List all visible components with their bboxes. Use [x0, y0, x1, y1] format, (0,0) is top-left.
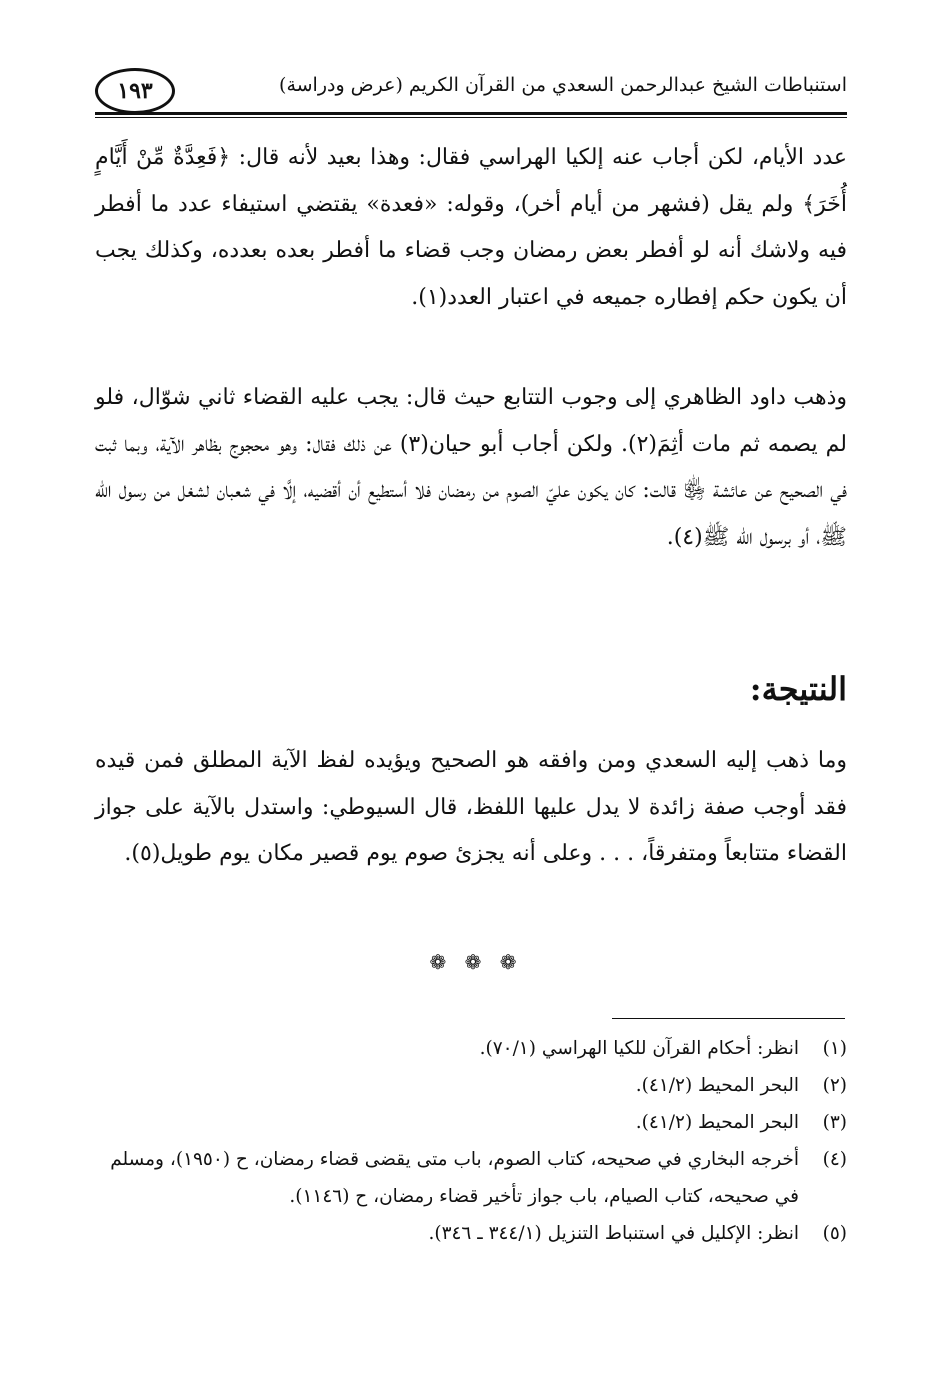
footnote-number: (١) — [822, 1038, 847, 1059]
header-rule-thin — [95, 117, 847, 118]
page-header — [95, 68, 847, 116]
footnote-text: انظر: أحكام القرآن للكيا الهراسي (٧٠/١). — [479, 1038, 799, 1059]
footnote-rule — [612, 1018, 845, 1019]
footnote-text: انظر: الإكليل في استنباط التنزيل (٣٤٤/١ ـ ٣٤٦). — [428, 1223, 799, 1244]
section-separator: ❁ ❁ ❁ — [429, 950, 523, 974]
running-title: استنباطات الشيخ عبدالرحمن السعدي من القرآن الكريم (عرض ودراسة) — [279, 74, 847, 96]
footnotes — [95, 1030, 847, 1252]
footnote-item — [95, 1104, 847, 1141]
footnote-number: (٤) — [822, 1149, 847, 1170]
section-heading: النتيجة: — [749, 670, 847, 708]
page-number-badge: ١٩٣ — [95, 68, 175, 114]
header-rule — [95, 112, 847, 115]
conclusion-paragraph: وما ذهب إليه السعدي ومن وافقه هو الصحيح ويؤيده لفظ الآية المطلق فمن قيده فقد أوجب صفة زائدة لا يدل عليها اللفظ، قال السيوطي: واستدل بالآية على جواز القضاء متتابعاً ومتفرقاً، . . . وعلى أنه يجزئ صوم يوم قصير مكان يوم طويل(٥). — [95, 748, 847, 866]
footnote-number: (٥) — [822, 1223, 847, 1244]
paragraph-2: وذهب داود الظاهري إلى وجوب التتابع حيث قال: يجب عليه القضاء ثاني شوّال، فلو لم يصمه ثم مات أثِمَ(٢). ولكن أجاب أبو حيان(٣) عن ذلك فقال: وهو محجوج بظاهر الآية، وبما ثبت في الصحيح عن عائشة ﵂ قالت: كان يكون عليّ الصوم من رمضان فلا أستطيع أن أقضيه، إلَّا في شعبان لشغل من رسول الله ﷺ، أو برسول الله ﷺ(٤). — [95, 385, 847, 550]
footnote-item — [95, 1067, 847, 1104]
footnote-item — [95, 1215, 847, 1252]
footnote-text: أخرجه البخاري في صحيحه، كتاب الصوم، باب متى يقضى قضاء رمضان، ح (١٩٥٠)، ومسلم في صحيحه، كتاب الصيام، باب جواز تأخير قضاء رمضان، ح (١١٤٦). — [110, 1149, 799, 1207]
footnote-item — [95, 1141, 847, 1215]
paragraph-1: عدد الأيام، لكن أجاب عنه إلكيا الهراسي فقال: وهذا بعيد لأنه قال: ﴿فَعِدَّةٌ مِّنْ أَيَّامٍ أُخَرَ﴾ ولم يقل (فشهر من أيام أخر)، وقوله: «فعدة» يقتضي استيفاء عدد ما أفطر فيه ولاشك أنه لو أفطر بعض رمضان وجب قضاء ما أفطر بعده بعدده، وكذلك يجب أن يكون حكم إفطاره جميعه في اعتبار العدد(١). — [95, 145, 847, 310]
footnote-number: (٢) — [822, 1075, 847, 1096]
footnote-text: البحر المحيط (٤١/٢). — [635, 1075, 799, 1096]
footnote-number: (٣) — [822, 1112, 847, 1133]
footnote-item — [95, 1030, 847, 1067]
footnote-text: البحر المحيط (٤١/٢). — [635, 1112, 799, 1133]
